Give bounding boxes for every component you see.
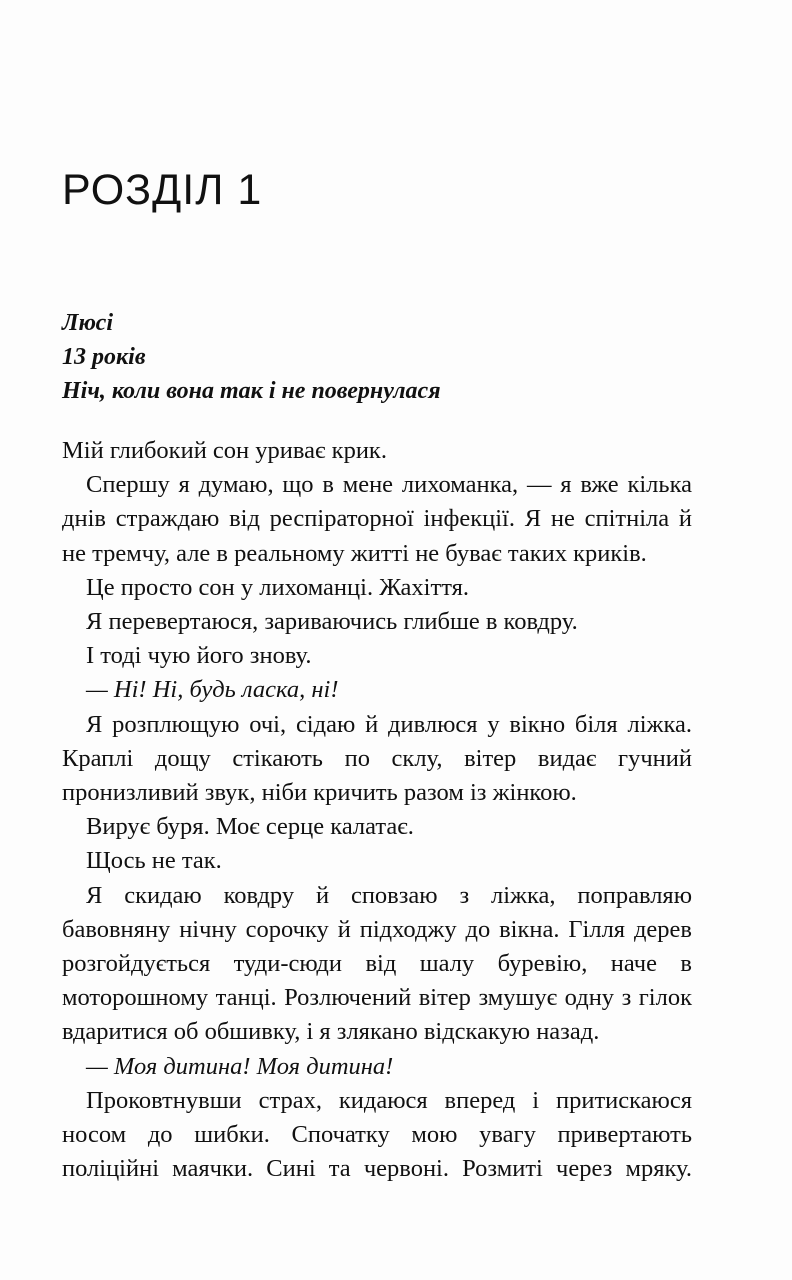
paragraph: Я розплющую очі, сідаю й дивлюся у вікно біля ліжка. Краплі дощу стікають по склу, вітер видає гучний пронизливий звук, ніби кричить разом із жінкою. [62, 710, 692, 807]
chapter-header [62, 306, 441, 408]
chapter-title: РОЗДІЛ 1 [62, 166, 263, 214]
paragraph: Це просто сон у лихоманці. Жахіття. [86, 573, 469, 601]
paragraph: Проковтнувши страх, кидаюся вперед і притискаюся носом до шибки. Спочатку мою увагу привертають поліційні маячки. Сині та червоні. Розмиті через мряку. [62, 1086, 692, 1183]
character-name: Люсі [62, 310, 113, 336]
paragraph: Щось не так. [86, 847, 222, 875]
paragraph: Я перевертаюся, зариваючись глибше в ковдру. [86, 608, 578, 636]
character-age: 13 років [62, 344, 146, 370]
body-text [62, 434, 692, 1186]
paragraph: Мій глибокий сон уриває крик. [62, 437, 387, 464]
paragraph: Спершу я думаю, що в мене лихоманка, — я вже кілька днів страждаю від респіраторної інфекції. Я не спітніла й не тремчу, але в реальному житті не буває таких криків. [62, 471, 692, 567]
paragraph-dialogue: — Моя дитина! Моя дитина! [86, 1052, 394, 1080]
paragraph: І тоді чую його знову. [86, 642, 312, 670]
chapter-subtitle: Ніч, коли вона так і не повернулася [62, 378, 441, 404]
paragraph: Я скидаю ковдру й сповзаю з ліжка, поправляю бавовняну нічну сорочку й підходжу до вікна. Гілля дерев розгойдується туди-сюди від шалу буревію, наче в моторошному танці. Розлючений вітер змушує одну з гілок вдаритися об обшивку, і я злякано відскакую назад. [62, 881, 692, 1046]
paragraph: Вирує буря. Моє серце калатає. [86, 813, 414, 841]
paragraph-dialogue: — Ні! Ні, будь ласка, ні! [86, 676, 339, 704]
